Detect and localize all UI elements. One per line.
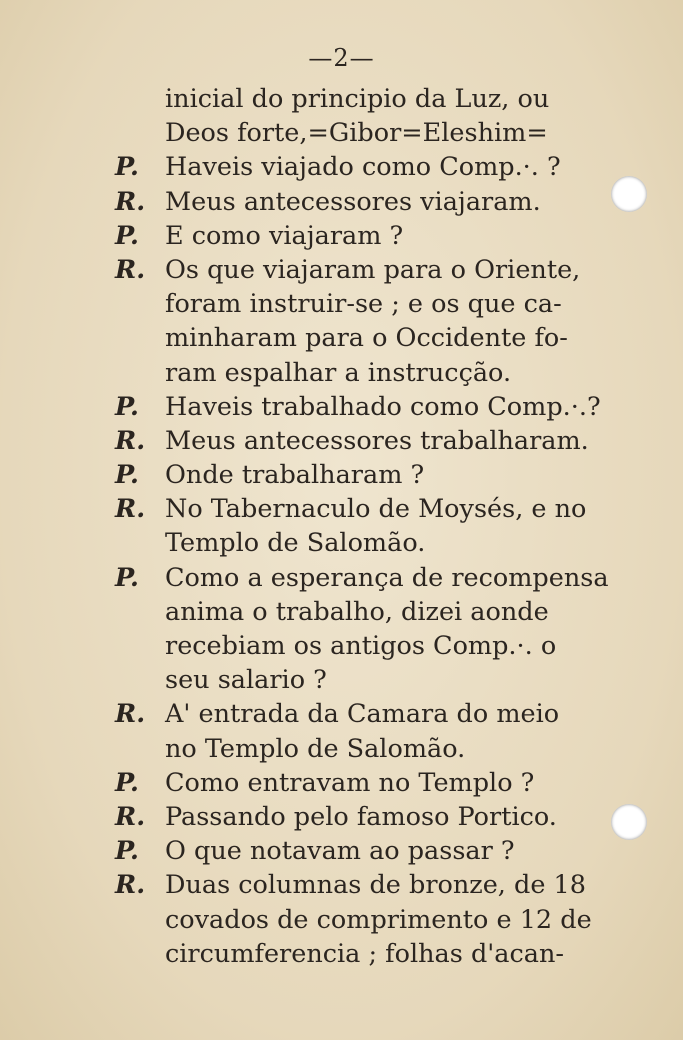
line-text: Meus antecessores viajaram. — [165, 186, 541, 217]
text-line — [115, 697, 635, 731]
text-line — [115, 629, 635, 663]
text-line — [115, 185, 635, 219]
line-text: covados de comprimento e 12 de — [165, 904, 592, 935]
text-line — [115, 834, 635, 868]
line-text: E como viajaram ? — [165, 220, 404, 251]
text-line — [115, 390, 635, 424]
line-text: circumferencia ; folhas d'acan- — [165, 938, 565, 969]
speaker-label: R. — [115, 425, 146, 456]
text-line — [115, 492, 635, 526]
line-text: Como a esperança de recompensa — [165, 562, 609, 593]
text-line — [115, 732, 635, 766]
speaker-label: P. — [115, 220, 139, 251]
text-line — [115, 458, 635, 492]
line-text: inicial do principio da Luz, ou — [165, 84, 550, 114]
speaker-label: P. — [115, 391, 139, 422]
text-line — [115, 800, 635, 834]
text-line — [115, 903, 635, 937]
line-text: A' entrada da Camara do meio — [165, 699, 560, 730]
line-text: Deos forte,=Gibor=Eleshim= — [165, 118, 548, 149]
text-line — [115, 321, 635, 355]
line-text: recebiam os antigos Comp.·. o — [165, 631, 557, 661]
line-text: no Templo de Salomão. — [165, 733, 466, 764]
text-line — [115, 287, 635, 321]
line-text: No Tabernaculo de Moysés, e no — [165, 494, 587, 525]
text-line — [115, 356, 635, 390]
line-text: minharam para o Occidente fo- — [165, 323, 568, 354]
speaker-label: R. — [115, 870, 146, 901]
text-line — [115, 766, 635, 800]
speaker-label: P. — [115, 562, 139, 593]
text-line — [115, 663, 635, 697]
line-text: ram espalhar a instrucção. — [165, 357, 512, 388]
line-text: Meus antecessores trabalharam. — [165, 425, 589, 456]
line-text: Os que viajaram para o Oriente, — [165, 254, 581, 285]
line-text: Duas columnas de bronze, de 18 — [165, 870, 586, 901]
speaker-label: R. — [115, 494, 146, 525]
text-line — [115, 595, 635, 629]
page-number: —2— — [308, 44, 375, 72]
text-line — [115, 116, 635, 150]
line-text: Templo de Salomão. — [165, 528, 426, 559]
text-line — [115, 868, 635, 902]
speaker-label: R. — [115, 699, 146, 730]
line-text: Passando pelo famoso Portico. — [165, 801, 557, 832]
text-line — [115, 253, 635, 287]
line-text: Haveis viajado como Comp.·. ? — [165, 152, 561, 183]
speaker-label: P. — [115, 836, 139, 867]
text-line — [115, 526, 635, 560]
speaker-label: P. — [115, 767, 139, 798]
dialogue-text — [115, 82, 635, 971]
line-text: anima o trabalho, dizei aonde — [165, 596, 549, 627]
text-line — [115, 150, 635, 184]
speaker-label: R. — [115, 254, 146, 285]
text-line — [115, 82, 635, 116]
text-line — [115, 561, 635, 595]
text-line — [115, 424, 635, 458]
line-text: Haveis trabalhado como Comp.·.? — [165, 391, 601, 422]
line-text: foram instruir-se ; e os que ca- — [165, 289, 562, 320]
line-text: seu salario ? — [165, 665, 327, 696]
line-text: Como entravam no Templo ? — [165, 767, 535, 798]
speaker-label: P. — [115, 460, 139, 491]
speaker-label: R. — [115, 186, 146, 217]
text-line — [115, 219, 635, 253]
line-text: O que notavam ao passar ? — [165, 836, 515, 867]
speaker-label: P. — [115, 152, 139, 183]
text-line — [115, 937, 635, 971]
speaker-label: R. — [115, 801, 146, 832]
line-text: Onde trabalharam ? — [165, 460, 425, 491]
